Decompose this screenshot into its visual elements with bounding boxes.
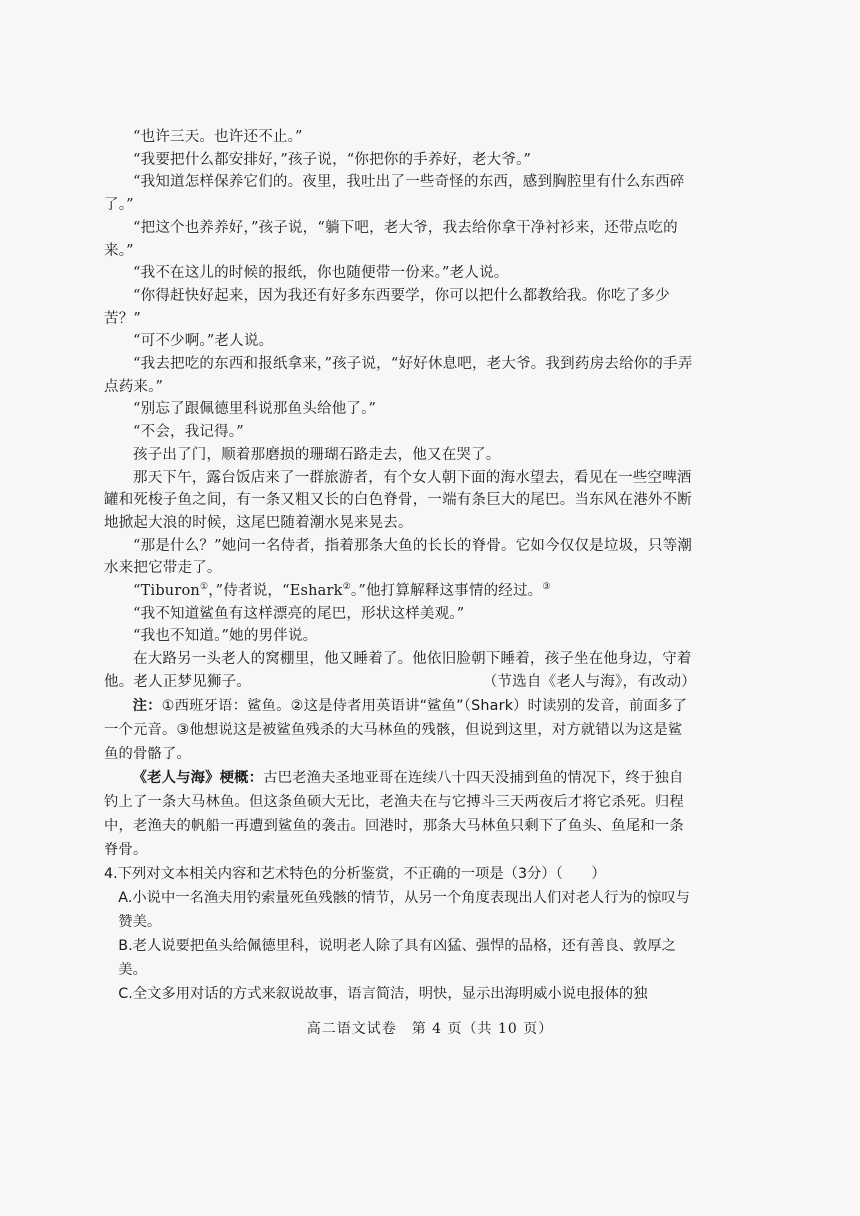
option-b: B.老人说要把鱼头给佩德里科，说明老人除了具有凶猛、强悍的品格，还有善良、敦厚之美。 [118,937,676,978]
dialogue-line: “我不知道鲨鱼有这样漂亮的尾巴，形状这样美观。” [133,605,465,622]
paragraph-text: 在大路另一头老人的窝棚里，他又睡着了。他依旧脸朝下睡着，孩子坐在他身边，守着他。老人正梦见狮子。 [104,651,692,690]
plot-summary [104,766,696,862]
notes-text: ①西班牙语：鲨鱼。②这是侍者用英语讲“鲨鱼”（Shark）时读别的发音，前面多了一个元音。③他想说这是被鲨鱼残杀的大马林鱼的残骸，但说到这里，对方就错以为这是鲨鱼的骨骼了。 [104,697,688,762]
option-a: A.小说中一名渔夫用钓索量死鱼残骸的情节，从另一个角度表现出人们对老人行为的惊叹与赞美。 [118,889,690,930]
option-c: C.全文多用对话的方式来叙说故事，语言简洁，明快，显示出海明威小说电报体的独 [118,985,648,1002]
text-segment: ，”侍者说，“Eshark [208,583,343,600]
summary-label: 《老人与海》梗概： [132,769,264,786]
page-footer: 高二语文试卷 第 4 页（共 10 页） [306,1021,554,1037]
dialogue-line: “我不在这儿的时候的报纸，你也随便带一份来。”老人说。 [133,265,509,282]
notes-label: 注： [132,697,162,714]
dialogue-line: “也许三天。也许还不止。” [133,129,303,145]
question-stem: 4.下列对文本相关内容和艺术特色的分析鉴赏，不正确的一项是（3分）（ ） [104,865,606,882]
footnote-marker: ③ [542,582,551,593]
closing-paragraph [104,648,696,693]
narrative-paragraph: 孩子出了门，顺着那磨损的珊瑚石路走去，他又在哭了。 [133,446,501,463]
dialogue-line: “我要把什么都安排好，”孩子说，“你把你的手养好，老大爷。” [133,151,532,168]
text-segment: 。”他打算解释这事情的经过。 [350,583,543,600]
narrative-paragraph: 那天下午，露台饭店来了一群旅游者，有个女人朝下面的海水望去，看见在一些空啤酒罐和死梭子鱼之间，有一条又粗又长的白色脊骨，一端有条巨大的尾巴。当东风在港外不断地掀起大浪的时候，这尾巴随着潮水晃来晃去。 [104,469,692,531]
dialogue-line: “我知道怎样保养它们的。夜里，我吐出了一些奇怪的东西，感到胸腔里有什么东西碎了。” [104,174,685,214]
footnote-marker: ① [199,582,209,593]
dialogue-line: “可不少啊。”老人说。 [133,333,274,350]
dialogue-line: “把这个也养养好，”孩子说，“躺下吧，老大爷，我去给你拿干净衬衫来，还带点吃的来。” [104,219,678,259]
dialogue-line: “我也不知道。”她的男伴说。 [133,628,318,645]
dialogue-line-footnoted [104,580,696,603]
dialogue-line: “你得赶快好起来，因为我还有好多东西要学，你可以把什么都教给我。你吃了多少苦？” [104,287,670,327]
source-note: （节选自《老人与海》，有改动） [482,673,696,690]
narrative-paragraph: “那是什么？”她问一名侍者，指着那条大鱼的长长的脊骨。它如今仅仅是垃圾，只等潮水来把它带走了。 [104,537,693,577]
dialogue-line: “别忘了跟佩德里科说那鱼头给他了。” [133,401,377,418]
footnotes [104,694,696,766]
dialogue-line: “我去把吃的东西和报纸拿来，”孩子说，“好好休息吧，老大爷。我到药房去给你的手弄点药来。” [104,356,693,395]
text-segment: “Tiburon [133,583,200,600]
dialogue-line: “不会，我记得。” [133,424,244,441]
footnote-marker: ② [342,582,351,593]
page-content [104,126,696,1006]
summary-text: 古巴老渔夫圣地亚哥在连续八十四天没捕到鱼的情况下，终于独自钓上了一条大马林鱼。但这条鱼硕大无比，老渔夫在与它搏斗三天两夜后才将它杀死。归程中，老渔夫的帆船一再遭到鲨鱼的袭击。回港时，那条大马林鱼只剩下了鱼头、鱼尾和一条脊骨。 [104,769,684,858]
